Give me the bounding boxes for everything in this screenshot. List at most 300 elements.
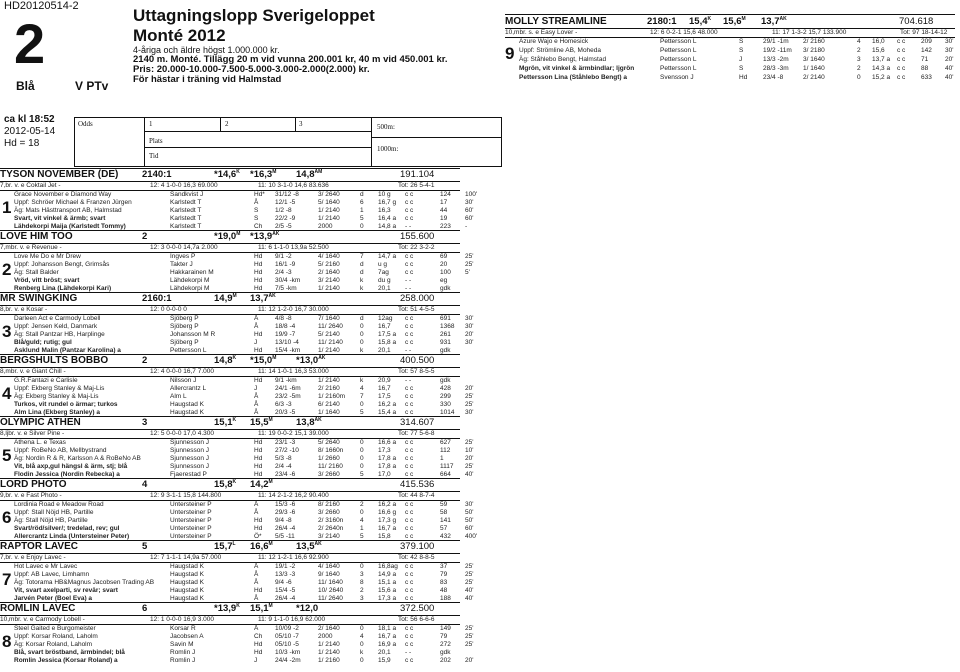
race-line-cell: 3: [360, 571, 364, 578]
race-line-cell: 627: [440, 439, 451, 446]
best-time-value: *14,6: [214, 169, 237, 181]
race-line-cell: 20,1: [378, 347, 391, 354]
horse-name: TYSON NOVEMBER (DE): [0, 169, 119, 180]
race-line-cell: 17,3 a: [378, 595, 397, 602]
race-line-cell: Svart/röd/silver/; tredelad, rev; gul: [14, 525, 120, 532]
race-line-cell: 14,7 a: [378, 253, 397, 260]
race-line-cell: Asklund Malin (Pantzar Karolina) a: [14, 347, 121, 354]
prize-money: 314.607: [400, 417, 435, 428]
race-line-cell: 50': [465, 517, 474, 524]
best-time-value: 14,2: [250, 479, 269, 491]
race-line-cell: 0: [360, 463, 364, 470]
best-time: [250, 479, 273, 490]
race-line-cell: 223: [440, 223, 451, 230]
race-line-cell: c c: [405, 447, 414, 454]
race-line-cell: 5/ 1640: [318, 199, 340, 206]
race-line-cell: 69: [440, 253, 448, 260]
best-time-value: 15,5: [250, 417, 269, 429]
race-line-cell: 13,7 a: [872, 56, 891, 63]
race-line-cell: 20': [945, 56, 954, 63]
race-line-cell: Allercrantz Linda (Untersteiner Peter): [14, 533, 130, 540]
race-line-cell: u g: [378, 261, 388, 268]
tid-label: Tid: [149, 152, 159, 160]
race-line-cell: 0: [360, 657, 364, 664]
race-line-cell: 2: [857, 47, 861, 54]
race-line-cell: gdk: [440, 649, 451, 656]
race-line-cell: 272: [440, 641, 451, 648]
stats-total: Tot: 77 5-6-8: [398, 430, 435, 437]
race-line-cell: 83: [440, 579, 448, 586]
race-line-cell: Hd: [254, 447, 263, 454]
prize-money: 400.500: [400, 355, 435, 366]
race-line-cell: c c: [405, 409, 414, 416]
race-line-cell: k: [360, 377, 364, 384]
best-time-suffix: K: [232, 355, 237, 361]
race-line-cell: 29/1 -1m: [763, 38, 789, 45]
best-time-value: 14,8: [296, 169, 315, 181]
race-line-cell: Hd: [254, 277, 263, 284]
race-line-cell: Hd: [254, 439, 263, 446]
stats-2012: 12: 1 0-0-0 16,9 3.000: [150, 616, 214, 623]
best-time-value: *16,3: [250, 169, 273, 181]
race-line-cell: 112: [440, 447, 451, 454]
best-time-suffix: L: [232, 541, 236, 547]
horse-number: 7: [2, 570, 12, 589]
race-line-cell: 16,3: [378, 207, 391, 214]
race-line-cell: Sjöberg P: [170, 315, 199, 322]
horse-meta: 8,ljbr. v. e Silver Pine -: [0, 430, 65, 437]
odds-col-3: 3: [299, 120, 303, 128]
race-line-cell: 60': [465, 215, 474, 222]
race-line-cell: c c: [405, 331, 414, 338]
best-time: [250, 355, 276, 366]
race-line-cell: 16,0: [872, 38, 885, 45]
stats-total: Tot: 26 5-4-1: [398, 182, 435, 189]
race-line-cell: 16,7 a: [378, 633, 397, 640]
race-line-cell: Romlin Jessica (Korsar Roland) a: [14, 657, 118, 664]
best-time-value: *13,9: [214, 603, 237, 615]
race-line-cell: Pettersson L: [660, 38, 697, 45]
race-line-cell: 3/ 2180: [803, 47, 825, 54]
record: 2: [142, 231, 148, 242]
race-line-cell: 1: [440, 455, 444, 462]
race-line-cell: k: [360, 649, 364, 656]
best-time: [250, 169, 276, 180]
race-line-cell: Sandkvist J: [170, 191, 204, 198]
race-line-cell: Flodin Jessica (Nordin Rebecka) a: [14, 471, 120, 478]
race-info-line: 4-åriga och äldre högst 1.000.000 kr.: [133, 45, 280, 55]
race-line-cell: 0: [857, 74, 861, 81]
race-line-cell: 17,8 a: [378, 463, 397, 470]
record: 5: [142, 541, 148, 552]
race-line-cell: Untersteiner P: [170, 501, 212, 508]
split-500: 500m:: [377, 123, 395, 131]
race-line-cell: Hd: [254, 269, 263, 276]
race-line-cell: Hd: [254, 377, 263, 384]
race-line-cell: 0: [360, 641, 364, 648]
race-line-cell: 15/4 -5: [275, 587, 296, 594]
race-line-cell: 17,3 g: [378, 517, 397, 524]
race-line-cell: 1/ 2140: [318, 649, 340, 656]
race-line-cell: Å: [254, 571, 259, 578]
race-line-cell: Svart, vit vinkel & ärmb; svart: [14, 215, 106, 222]
best-time-suffix: K: [236, 603, 240, 609]
race-line-cell: 9/ 1640: [318, 571, 340, 578]
race-line-cell: 17,3: [378, 447, 391, 454]
best-time-suffix: M: [272, 355, 277, 361]
race-line-cell: Uppf: Schröer Michael & Franzen Jürgen: [14, 199, 132, 206]
race-line-cell: 2/ 2160: [318, 385, 340, 392]
race-line-cell: 141: [440, 517, 451, 524]
race-line-cell: S: [254, 207, 259, 214]
race-line-cell: c c: [405, 563, 414, 570]
race-line-cell: Hd: [254, 649, 263, 656]
race-line-cell: 1/2 -8: [275, 207, 292, 214]
prize-money: 155.600: [400, 231, 435, 242]
best-time-value: 15,4: [689, 16, 708, 28]
race-line-cell: 17,5: [378, 393, 391, 400]
race-line-cell: du g: [378, 277, 391, 284]
horse-number: 9: [505, 44, 515, 63]
race-line-cell: Å: [254, 509, 259, 516]
race-line-cell: 25': [465, 463, 474, 470]
best-time: [296, 169, 322, 180]
race-line-cell: Lähdekorpi M: [170, 277, 210, 284]
stats-2011: 11: 6 1-1-0 13,9a 52.500: [258, 244, 329, 251]
best-time-suffix: K: [236, 169, 240, 175]
race-line-cell: 0: [360, 339, 364, 346]
prize-money: 258.000: [400, 293, 435, 304]
horse-number: 4: [2, 384, 12, 403]
stats-total: Tot: 56 6-6-6: [398, 616, 435, 623]
race-line-cell: 30': [465, 199, 474, 206]
race-line-cell: 5: [360, 409, 364, 416]
race-line-cell: Hd: [254, 253, 263, 260]
race-line-cell: 28/3 -3m: [763, 65, 789, 72]
race-line-cell: 23/1 -3: [275, 439, 296, 446]
race-line-cell: 37: [440, 563, 448, 570]
race-line-cell: 0: [360, 323, 364, 330]
race-line-cell: 15,9: [378, 657, 391, 664]
stats-2012: 12: 4 0-0-0 16,7 7.000: [150, 368, 214, 375]
race-line-cell: 29/3 -6: [275, 509, 296, 516]
race-line-cell: Å: [254, 579, 259, 586]
race-line-cell: 400': [465, 533, 478, 540]
race-color: Blå: [16, 79, 35, 93]
race-line-cell: c c: [405, 323, 414, 330]
ca-block: [4, 114, 55, 150]
race-line-cell: Haugstad K: [170, 571, 204, 578]
race-line-cell: Blå, svart bröstband, ärmbindel; blå: [14, 649, 125, 656]
prize-money: 191.104: [400, 169, 435, 180]
race-line-cell: Hd: [254, 261, 263, 268]
race-line-cell: Korsar R: [170, 625, 196, 632]
race-line-cell: Hd: [739, 74, 748, 81]
stats-2011: 11: 12 1-2-0 16,7 30.000: [258, 306, 329, 313]
record: 4: [142, 479, 148, 490]
race-line-cell: Savin M: [170, 641, 194, 648]
race-line-cell: 5/ 2140: [318, 331, 340, 338]
race-line-cell: 3: [857, 56, 861, 63]
divider: [0, 429, 460, 430]
race-line-cell: 4: [360, 633, 364, 640]
race-line-cell: 11/ 2640: [318, 595, 343, 602]
race-line-cell: 16,9 a: [378, 641, 397, 648]
horse-meta: 10,mbr. s. e Easy Lover -: [505, 29, 578, 36]
race-line-cell: 5': [465, 269, 470, 276]
race-line-cell: Hakkarainen M: [170, 269, 214, 276]
horse-meta: 8,mbr. v. e Giant Chill -: [0, 368, 66, 375]
stats-total: Tot: 22 3-2-2: [398, 244, 435, 251]
race-line-cell: 3/ 2660: [318, 509, 340, 516]
race-line-cell: J: [254, 657, 258, 664]
race-line-cell: Sjunnesson J: [170, 439, 210, 446]
race-line-cell: 25': [465, 625, 474, 632]
race-line-cell: Uppf: Korsar Roland, Laholm: [14, 633, 98, 640]
record: 2: [142, 355, 148, 366]
stats-2012: 12: 3 0-0-0 14,7a 2.000: [150, 244, 218, 251]
race-line-cell: Lordinia Road e Meadow Road: [14, 501, 104, 508]
best-time-value: 13,5: [296, 541, 315, 553]
race-line-cell: 58: [440, 509, 448, 516]
race-line-cell: Å: [254, 393, 259, 400]
best-time: [214, 417, 236, 428]
best-time-suffix: AK: [314, 541, 322, 547]
race-line-cell: Lähdekorpi Maija (Karlstedt Tommy): [14, 223, 126, 230]
divider: [0, 181, 460, 182]
race-line-cell: Ch: [254, 223, 263, 230]
race-line-cell: 16,6 a: [378, 439, 397, 446]
race-line-cell: Å: [254, 401, 259, 408]
stats-2011: 11: 10 3-1-0 14,6 83.636: [258, 182, 329, 189]
race-line-cell: 79: [440, 633, 448, 640]
race-line-cell: c c: [405, 315, 414, 322]
best-time-suffix: M: [268, 541, 273, 547]
page-id: HD20120514-2: [4, 0, 79, 12]
divider: [0, 305, 460, 306]
race-line-cell: 299: [440, 393, 451, 400]
odds-label: Odds: [78, 120, 93, 128]
horse-number: 1: [2, 198, 12, 217]
race-line-cell: 23/4 -8: [763, 74, 784, 81]
race-line-cell: 25': [465, 641, 474, 648]
race-line-cell: c c: [405, 657, 414, 664]
horse-number: 6: [2, 508, 12, 527]
race-line-cell: 30': [945, 47, 954, 54]
race-line-cell: c c: [405, 501, 414, 508]
best-time: [214, 169, 240, 180]
odds-box: [74, 117, 502, 167]
race-line-cell: 15,4 a: [378, 409, 397, 416]
race-line-cell: 1/ 2140: [318, 347, 340, 354]
race-line-cell: c c: [897, 38, 906, 45]
race-info-line: 2140 m. Monté. Tillägg 20 m vid vunna 200.001 kr, 40 m vid 450.001 kr.: [133, 54, 448, 65]
race-line-cell: Å: [254, 501, 259, 508]
record: 3: [142, 417, 148, 428]
race-line-cell: Azure Wajo e Homesick: [519, 38, 589, 45]
race-line-cell: 30': [465, 323, 474, 330]
race-line-cell: c c: [405, 439, 414, 446]
race-line-cell: 18/8 -4: [275, 323, 296, 330]
race-line-cell: 15,6 a: [378, 587, 397, 594]
best-time-value: *19,0: [214, 231, 237, 243]
race-line-cell: 5/ 2160: [318, 261, 340, 268]
plats-label: Plats: [149, 137, 163, 145]
race-line-cell: Å: [254, 625, 259, 632]
race-line-cell: 2/4 -3: [275, 269, 292, 276]
best-time-suffix: M: [268, 417, 273, 423]
race-line-cell: c c: [405, 269, 414, 276]
race-line-cell: 16/1 -9: [275, 261, 296, 268]
race-line-cell: Alm L: [170, 393, 187, 400]
race-line-cell: gdk: [440, 285, 451, 292]
stats-2012: 12: 0 0-0-0 0: [150, 306, 187, 313]
race-line-cell: d: [360, 261, 364, 268]
race-line-cell: 24/1 -6m: [275, 385, 301, 392]
horse-name: MOLLY STREAMLINE: [505, 16, 607, 27]
race-line-cell: c c: [405, 215, 414, 222]
race-line-cell: Untersteiner P: [170, 517, 212, 524]
race-line-cell: c c: [405, 579, 414, 586]
race-line-cell: 59: [440, 501, 448, 508]
race-line-cell: 100: [440, 269, 451, 276]
race-line-cell: c c: [405, 595, 414, 602]
race-line-cell: Äg: Nordin R & R, Karlsson A & RoBeNo AB: [14, 455, 141, 462]
stats-2011: 11: 17 1-3-2 15,7 133.900: [772, 29, 847, 36]
race-line-cell: 25': [465, 579, 474, 586]
race-line-cell: 25': [465, 401, 474, 408]
race-line-cell: Sjöberg P: [170, 323, 199, 330]
race-line-cell: 12ag: [378, 315, 393, 322]
race-line-cell: 20,1: [378, 285, 391, 292]
best-time-value: 15,7: [214, 541, 233, 553]
race-info: [133, 45, 448, 85]
race-line-cell: 30': [465, 315, 474, 322]
race-line-cell: Sjunnesson J: [170, 447, 210, 454]
horse-meta: 7,mbr. v. e Revenue -: [0, 244, 62, 251]
race-line-cell: - -: [405, 377, 412, 384]
race-line-cell: Turkos, vit rundel o ärmar; turkos: [14, 401, 118, 408]
prize-money: 372.500: [400, 603, 435, 614]
best-time-suffix: AK: [318, 355, 326, 361]
race-line-cell: c c: [405, 517, 414, 524]
stats-2012: 12: 4 1-0-0 16,3 69.000: [150, 182, 218, 189]
race-line-cell: 16,7: [378, 323, 391, 330]
race-line-cell: c c: [405, 253, 414, 260]
race-line-cell: Hd: [254, 455, 263, 462]
race-line-cell: 0: [360, 625, 364, 632]
horse-name: LOVE HIM TOO: [0, 231, 73, 242]
stats-total: Tot: 44 8-7-4: [398, 492, 435, 499]
race-line-cell: 13/3 -2m: [763, 56, 789, 63]
race-line-cell: Hd: [254, 641, 263, 648]
race-line-cell: 30': [465, 409, 474, 416]
race-line-cell: 15,8: [378, 533, 391, 540]
stats-2012: 12: 9 3-1-1 15,8 144.800: [150, 492, 222, 499]
race-line-cell: Untersteiner P: [170, 533, 212, 540]
race-line-cell: 9/4 -6: [275, 579, 292, 586]
race-line-cell: 2/ 2160: [803, 38, 825, 45]
race-line-cell: 2/4 -4: [275, 463, 292, 470]
race-line-cell: J: [254, 385, 258, 392]
prize-money: 379.100: [400, 541, 435, 552]
race-line-cell: - -: [405, 277, 412, 284]
race-line-cell: 10': [465, 447, 474, 454]
race-line-cell: 432: [440, 533, 451, 540]
race-line-cell: Blå/guld; rutig; gul: [14, 339, 72, 346]
race-line-cell: 142: [921, 47, 932, 54]
race-line-cell: 3: [360, 595, 364, 602]
best-time-value: 13,7: [250, 293, 269, 305]
horse-name: BERGSHULTS BOBBO: [0, 355, 109, 366]
race-line-cell: Hd: [254, 517, 263, 524]
race-line-cell: Uppf: Johansson Bengt, Grimsås: [14, 261, 110, 268]
race-line-cell: 0: [360, 509, 364, 516]
race-line-cell: 20,1: [378, 649, 391, 656]
race-line-cell: 19: [440, 215, 448, 222]
race-line-cell: Johansson M R: [170, 331, 216, 338]
race-line-cell: 2: [360, 587, 364, 594]
race-line-cell: 4/ 1640: [318, 563, 340, 570]
stats-2012: 12: 6 0-2-1 15,6 48.000: [650, 29, 718, 36]
best-time: [214, 603, 240, 614]
best-time: [296, 417, 322, 428]
race-line-cell: gdk: [440, 377, 451, 384]
race-line-cell: 0: [360, 439, 364, 446]
race-line-cell: S: [739, 38, 744, 45]
best-time-value: 15,6: [723, 16, 742, 28]
race-line-cell: 0: [360, 223, 364, 230]
race-info-line: Pris: 20.000-10.000-7.500-5.000-3.000-2.000(2.000) kr.: [133, 64, 370, 75]
race-line-cell: Pettersson L: [170, 347, 207, 354]
race-line-cell: 3/ 1640: [803, 56, 825, 63]
race-line-cell: 31/12 -8: [275, 191, 299, 198]
divider: [0, 491, 460, 492]
best-time-suffix: K: [232, 417, 237, 423]
race-line-cell: 88: [921, 65, 929, 72]
race-line-cell: 931: [440, 339, 451, 346]
best-time-suffix: K: [232, 479, 237, 485]
race-line-cell: 13/3 -3: [275, 571, 296, 578]
race-line-cell: 3/ 2140: [318, 533, 340, 540]
best-time: [214, 541, 236, 552]
race-line-cell: 15,2 a: [872, 74, 891, 81]
race-line-cell: 5/3 -8: [275, 455, 292, 462]
race-line-cell: Takter J: [170, 261, 193, 268]
race-line-cell: k: [360, 277, 364, 284]
best-time: [250, 293, 276, 304]
race-line-cell: 15,1 a: [378, 579, 397, 586]
race-line-cell: S: [739, 47, 744, 54]
race-line-cell: - -: [405, 223, 412, 230]
best-time-suffix: M: [268, 603, 273, 609]
race-line-cell: 330: [440, 401, 451, 408]
race-line-cell: -: [465, 223, 468, 230]
best-time-value: 13,7: [761, 16, 780, 28]
race-line-cell: 209: [921, 38, 932, 45]
race-line-cell: Darleen Act e Carmody Lobell: [14, 315, 101, 322]
race-line-cell: 2/ 2140: [803, 74, 825, 81]
best-time: [214, 355, 236, 366]
best-time: [250, 231, 279, 242]
race-line-cell: 3/ 2660: [318, 471, 340, 478]
race-line-cell: Haugstad K: [170, 409, 204, 416]
horse-number: 5: [2, 446, 12, 465]
race-line-cell: 124: [440, 191, 451, 198]
horse-meta: 8,br. v. e Kosar -: [0, 306, 48, 313]
horse-name: RAPTOR LAVEC: [0, 541, 78, 552]
race-line-cell: Å: [254, 323, 259, 330]
